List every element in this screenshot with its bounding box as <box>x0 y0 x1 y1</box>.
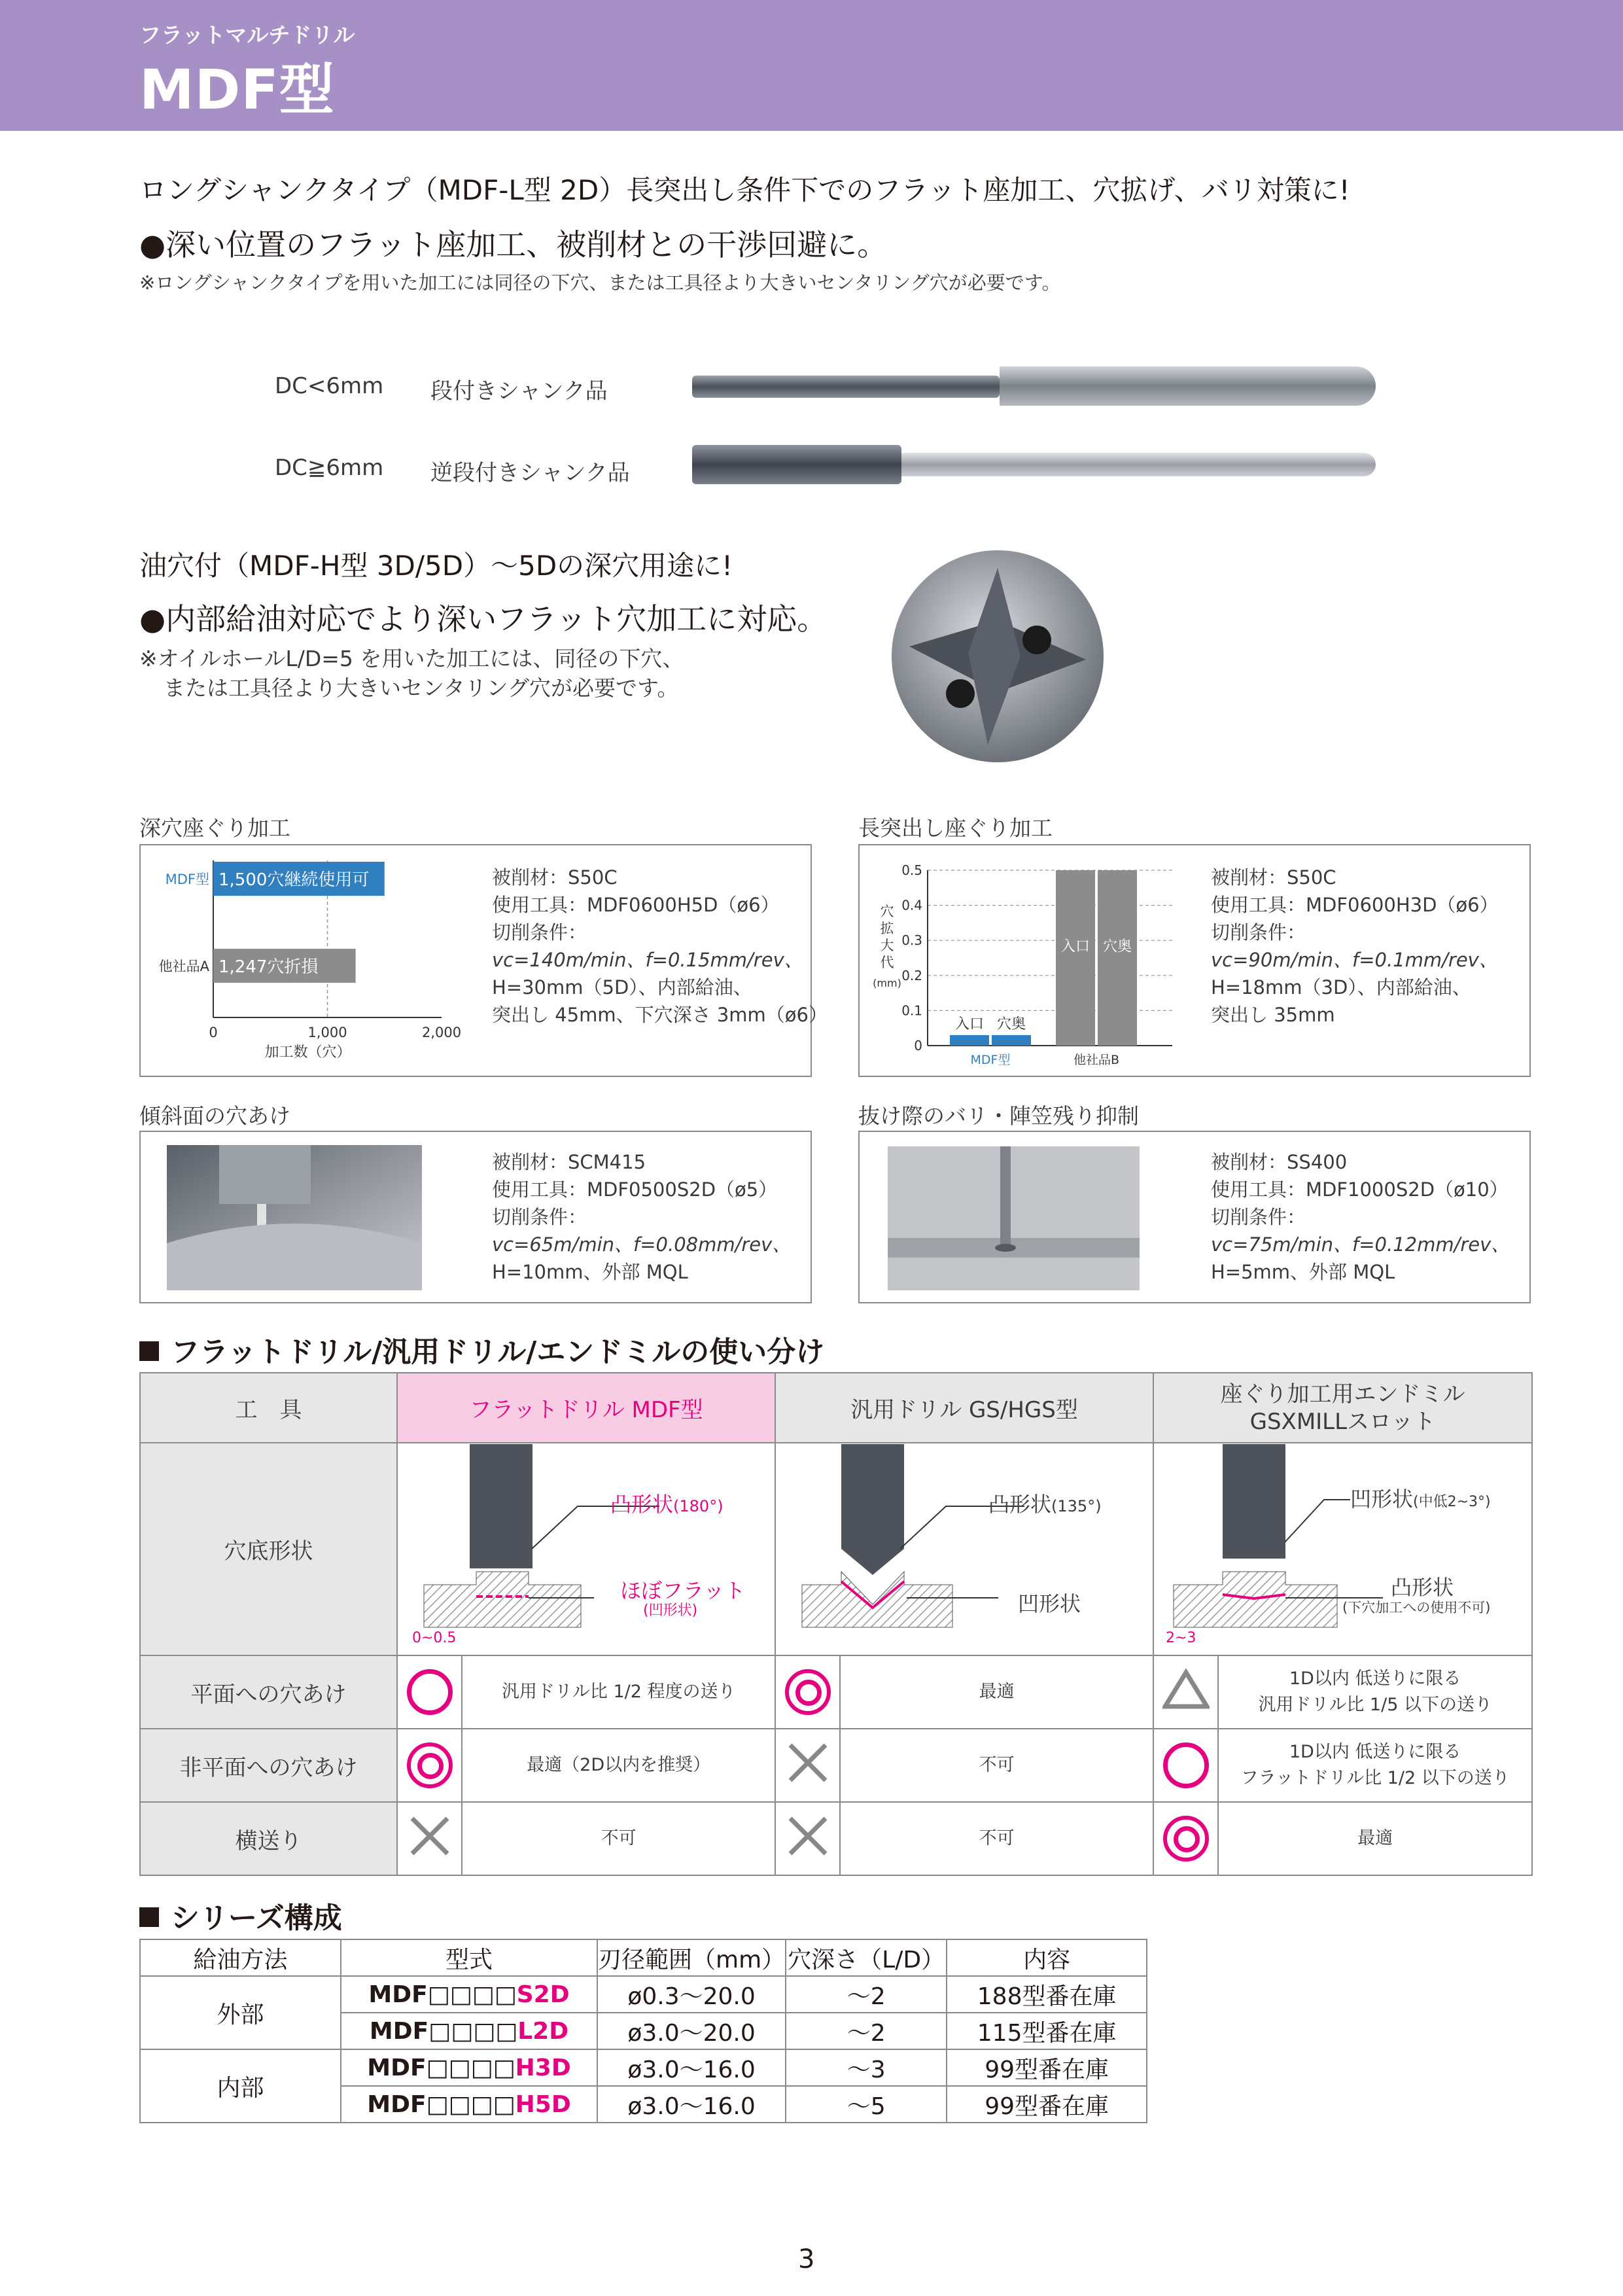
mdf-shape-cell <box>397 1443 775 1655</box>
series-content: 115型番在庫 <box>947 2013 1147 2049</box>
comparison-col-endmill: 座ぐり加工用エンドミル GSXMILLスロット <box>1153 1373 1532 1443</box>
case-burr-info-0: 被削材：SS400 <box>1211 1151 1348 1173</box>
row-flat-endmill-symbol <box>1153 1655 1218 1729</box>
case-deep-title: 深穴座ぐり加工 <box>139 815 290 841</box>
double-circle-symbol-icon <box>785 1669 831 1715</box>
chart2-marks <box>873 862 1172 1067</box>
row-nonflat-endmill-text: 1D以内 低送りに限る フラットドリル比 1/2 以下の送り <box>1218 1729 1532 1802</box>
comparison-row-nonflat <box>140 1729 1532 1802</box>
chart1-category-label: MDF型 <box>165 872 209 887</box>
gs-hole-shape-diagram <box>776 1444 1153 1655</box>
case-long-title: 長突出し座ぐり加工 <box>858 815 1053 841</box>
series-header-supply: 給油方法 <box>140 1939 341 1976</box>
case-burr-info-4: H=5mm、外部 MQL <box>1211 1261 1395 1283</box>
mdf-shape-dim: 0~0.5 <box>412 1630 457 1646</box>
series-model <box>341 2049 597 2086</box>
case-deep-info-1: 使用工具：MDF0600H5D（ø6） <box>492 894 780 916</box>
row-flat-gs-symbol <box>775 1655 840 1729</box>
chart2-category-label: MDF型 <box>970 1053 1011 1067</box>
series-supply-external: 外部 <box>140 1976 341 2049</box>
header-title: MDF型 <box>139 58 335 122</box>
row-flat-mdf-symbol <box>397 1655 462 1729</box>
case-incline-info-2: 切削条件： <box>492 1206 587 1228</box>
chart2-bar <box>1056 870 1095 1046</box>
chart2-bar <box>950 1035 989 1046</box>
oil-hole-bullet: ●内部給油対応でより深いフラット穴加工に対応。 <box>139 601 828 637</box>
oil-hole-tool-end-image <box>890 548 1106 764</box>
row-flat-label: 平面への穴あけ <box>140 1655 397 1729</box>
chart2-y-tick: 0.2 <box>901 967 922 983</box>
case-burr-info-1: 使用工具：MDF1000S2D（ø10） <box>1211 1178 1509 1201</box>
series-section-title-text: シリーズ構成 <box>171 1901 342 1935</box>
shank-type-2-desc: 逆段付きシャンク品 <box>430 460 630 486</box>
case-long-info <box>1211 864 1499 1029</box>
case-long-info-5: 突出し 35mm <box>1211 1004 1335 1026</box>
row-flat-mdf-text: 汎用ドリル比 1/2 程度の送り <box>462 1655 775 1729</box>
chart2-y-label-unit: (mm) <box>873 977 901 989</box>
case-long-info-3: vc=90m/min、f=0.1mm/rev、 <box>1211 949 1498 971</box>
row-nonflat-mdf-text: 最適（2D以内を推奨） <box>462 1729 775 1802</box>
comparison-row-lateral <box>140 1802 1532 1875</box>
comparison-col-mdf: フラットドリル MDF型 <box>397 1373 775 1443</box>
cross-symbol-icon <box>786 1814 829 1858</box>
series-model-prefix: MDF□□□□ <box>368 1981 517 2008</box>
chart2-y-label-char: 代 <box>880 955 894 970</box>
case-deep-info-0: 被削材：S50C <box>492 866 618 889</box>
case-burr-title: 抜け際のバリ・陣笠残り抑制 <box>858 1103 1139 1129</box>
case-incline-info <box>492 1148 791 1286</box>
series-model-prefix: MDF□□□□ <box>367 2091 515 2118</box>
case-incline-info-0: 被削材：SCM415 <box>492 1151 646 1173</box>
row-lateral-gs-symbol <box>775 1802 840 1875</box>
cross-symbol-icon <box>408 1814 451 1858</box>
row-lateral-label: 横送り <box>140 1802 397 1875</box>
row-lateral-endmill-symbol <box>1153 1802 1218 1875</box>
chart2-series-label: 穴奥 <box>996 1016 1026 1033</box>
chart1-bar-label: 1,247穴折損 <box>218 957 319 977</box>
shape-row-label: 穴底形状 <box>140 1443 397 1655</box>
series-depth: ～5 <box>786 2086 947 2123</box>
endmill-shape-dim: 2~3 <box>1166 1630 1196 1646</box>
series-range: ø3.0～16.0 <box>597 2086 786 2123</box>
case-burr-info <box>1211 1148 1510 1286</box>
row-flat-endmill-text: 1D以内 低送りに限る 汎用ドリル比 1/5 以下の送り <box>1218 1655 1532 1729</box>
case-deep-info-4: H=30mm（5D）、内部給油、 <box>492 976 752 998</box>
case-incline-title: 傾斜面の穴あけ <box>139 1103 290 1129</box>
series-content: 99型番在庫 <box>947 2086 1147 2123</box>
series-section-title <box>139 1894 342 1936</box>
triangle-symbol-icon <box>1162 1669 1210 1710</box>
oil-hole-headline: 油穴付（MDF-H型 3D/5D）～5Dの深穴用途に! <box>139 550 733 582</box>
row-nonflat-label: 非平面への穴あけ <box>140 1729 397 1802</box>
comparison-header-tool: 工 具 <box>140 1373 397 1443</box>
chart2-series-label: 入口 <box>1060 938 1091 955</box>
row-lateral-gs-text: 不可 <box>840 1802 1153 1875</box>
series-model-prefix: MDF□□□□ <box>369 2017 518 2045</box>
case-deep-info-2: 切削条件： <box>492 921 587 944</box>
chart1-category-label: 他社品A <box>158 959 209 974</box>
comparison-col-gs: 汎用ドリル GS/HGS型 <box>775 1373 1153 1443</box>
endmill-hole-shape-diagram <box>1154 1444 1531 1655</box>
case-deep-info-3: vc=140m/min、f=0.15mm/rev、 <box>492 949 803 971</box>
row-nonflat-endmill-symbol <box>1153 1729 1218 1802</box>
chart2-y-tick: 0.5 <box>901 862 922 878</box>
chart2-series-label: 入口 <box>954 1016 985 1033</box>
series-range: ø3.0～16.0 <box>597 2049 786 2086</box>
chart2-y-label-char: 大 <box>880 938 894 953</box>
endmill-shape-cell <box>1153 1443 1532 1655</box>
comparison-header-row <box>140 1373 1532 1443</box>
row-lateral-mdf-text: 不可 <box>462 1802 775 1875</box>
comparison-table <box>139 1372 1533 1876</box>
row-flat-gs-text: 最適 <box>840 1655 1153 1729</box>
long-reach-chart <box>865 851 1179 1073</box>
series-header-depth: 穴深さ（L/D） <box>786 1939 947 1976</box>
inclined-drilling-photo <box>167 1145 422 1290</box>
reverse-stepped-shank-tool-image <box>692 445 1376 484</box>
chart2-bar <box>1098 870 1137 1046</box>
case-long-info-0: 被削材：S50C <box>1211 866 1336 889</box>
chart1-x-label: 加工数（穴） <box>264 1044 351 1061</box>
case-long-info-1: 使用工具：MDF0600H3D（ø6） <box>1211 894 1499 916</box>
comparison-row-flat <box>140 1655 1532 1729</box>
series-table <box>139 1939 1147 2123</box>
gs-shape-top-text: 凸形状 <box>988 1492 1052 1517</box>
series-header-content: 内容 <box>947 1939 1147 1976</box>
series-header-row <box>140 1939 1147 1976</box>
series-depth: ～2 <box>786 2013 947 2049</box>
mdf-shape-flat-sub: (凹形状) <box>643 1602 698 1619</box>
chart1-bar-label: 1,500穴継続使用可 <box>218 870 370 890</box>
series-model <box>341 2013 597 2049</box>
case-burr-info-3: vc=75m/min、f=0.12mm/rev、 <box>1211 1233 1510 1256</box>
gs-shape-cell <box>775 1443 1153 1655</box>
mdf-shape-top-text: 凸形状 <box>610 1492 674 1517</box>
chart2-y-label-char: 穴 <box>880 904 894 919</box>
chart2-series-label: 穴奥 <box>1102 938 1132 955</box>
chart1-x-tick: 2,000 <box>421 1025 462 1040</box>
case-long-info-4: H=18mm（3D）、内部給油、 <box>1211 976 1471 998</box>
row-nonflat-gs-symbol <box>775 1729 840 1802</box>
case-incline-info-4: H=10mm、外部 MQL <box>492 1261 688 1283</box>
double-circle-symbol-icon <box>1163 1816 1209 1862</box>
series-model <box>341 2086 597 2123</box>
case-incline-info-1: 使用工具：MDF0500S2D（ø5） <box>492 1178 778 1201</box>
comparison-section-title <box>139 1328 824 1370</box>
row-lateral-mdf-symbol <box>397 1802 462 1875</box>
series-range: ø3.0～20.0 <box>597 2013 786 2049</box>
circle-symbol-icon <box>407 1669 453 1715</box>
series-model-suffix: H5D <box>515 2091 571 2118</box>
case-incline-info-3: vc=65m/min、f=0.08mm/rev、 <box>492 1233 792 1256</box>
series-header-model: 型式 <box>341 1939 597 1976</box>
long-shank-bullet: ●深い位置のフラット座加工、被削材との干渉回避に。 <box>139 227 888 262</box>
row-nonflat-mdf-symbol <box>397 1729 462 1802</box>
chart2-y-tick: 0.3 <box>901 932 922 949</box>
chart1-x-tick: 0 <box>209 1025 218 1040</box>
chart2-y-tick: 0.4 <box>901 897 922 913</box>
gs-shape-top-deg: (135°) <box>1051 1497 1102 1515</box>
series-content: 99型番在庫 <box>947 2049 1147 2086</box>
series-model-suffix: H3D <box>515 2054 571 2081</box>
series-model-suffix: L2D <box>517 2017 569 2045</box>
series-row <box>140 2049 1147 2086</box>
series-range: ø0.3～20.0 <box>597 1976 786 2013</box>
chart2-y-label-char: 拡 <box>880 921 894 936</box>
chart2-y-tick: 0.1 <box>901 1002 922 1019</box>
cross-symbol-icon <box>786 1741 829 1784</box>
endmill-shape-top-sub: (中低2~3°) <box>1413 1494 1491 1510</box>
case-long-info-2: 切削条件： <box>1211 921 1306 944</box>
gs-shape-bottom-label: 凹形状 <box>1018 1591 1081 1616</box>
series-supply-internal: 内部 <box>140 2049 341 2123</box>
header-subtitle: フラットマルチドリル <box>139 22 355 48</box>
mdf-shape-top-label <box>610 1488 724 1518</box>
stepped-shank-tool-image <box>692 366 1376 406</box>
double-circle-symbol-icon <box>407 1742 453 1788</box>
comparison-shape-row <box>140 1443 1532 1655</box>
mdf-shape-top-deg: (180°) <box>673 1497 724 1515</box>
oil-hole-note-1: ※オイルホールL/D=5 を用いた加工には、同径の下穴、 <box>139 646 684 671</box>
series-content: 188型番在庫 <box>947 1976 1147 2013</box>
comparison-section-title-text: フラットドリル/汎用ドリル/エンドミルの使い分け <box>171 1335 825 1369</box>
mdf-hole-shape-diagram <box>398 1444 775 1655</box>
case-deep-info-5: 突出し 45mm、下穴深さ 3mm（ø6） <box>492 1004 828 1026</box>
case-deep-info <box>492 864 828 1029</box>
endmill-shape-top-text: 凹形状 <box>1350 1487 1414 1511</box>
series-header-range: 刃径範囲（mm） <box>597 1939 786 1976</box>
case-burr-info-2: 切削条件： <box>1211 1206 1306 1228</box>
chart1-marks <box>159 860 461 1061</box>
row-lateral-endmill-text: 最適 <box>1218 1802 1532 1875</box>
mdf-shape-flat-label: ほぼフラット <box>620 1578 746 1603</box>
chart1-x-tick: 1,000 <box>307 1025 347 1040</box>
shank-type-1-spec: DC<6mm <box>275 373 384 399</box>
gs-shape-top-label <box>988 1488 1102 1518</box>
endmill-shape-bottom-sub: (下穴加工への使用不可) <box>1342 1600 1491 1616</box>
series-row <box>140 1976 1147 2013</box>
series-model-prefix: MDF□□□□ <box>367 2054 515 2081</box>
row-nonflat-gs-text: 不可 <box>840 1729 1153 1802</box>
long-shank-note: ※ロングシャンクタイプを用いた加工には同径の下穴、または工具径より大きいセンタリング穴が必要です。 <box>139 272 1061 294</box>
shank-type-2-spec: DC≧6mm <box>275 455 384 481</box>
series-model <box>341 1976 597 2013</box>
endmill-shape-top-label <box>1350 1483 1491 1513</box>
circle-symbol-icon <box>1163 1742 1209 1788</box>
series-depth: ～2 <box>786 1976 947 2013</box>
endmill-shape-bottom-label: 凸形状 <box>1391 1575 1454 1600</box>
page-number: 3 <box>798 2244 815 2274</box>
shank-type-1-desc: 段付きシャンク品 <box>430 378 608 404</box>
chart2-y-tick: 0 <box>914 1038 922 1053</box>
burr-suppression-photo <box>888 1146 1140 1290</box>
series-model-suffix: S2D <box>516 1981 570 2008</box>
deep-hole-chart <box>149 854 476 1070</box>
chart2-bar <box>992 1035 1031 1046</box>
section-square-icon <box>139 1341 159 1361</box>
long-shank-headline: ロングシャンクタイプ（MDF-L型 2D）長突出し条件下でのフラット座加工、穴拡げ、バリ対策に! <box>139 174 1350 206</box>
chart2-category-label: 他社品B <box>1073 1053 1120 1067</box>
section-square-icon <box>139 1907 159 1927</box>
oil-hole-note-2: または工具径より大きいセンタリング穴が必要です。 <box>164 675 679 701</box>
series-depth: ～3 <box>786 2049 947 2086</box>
